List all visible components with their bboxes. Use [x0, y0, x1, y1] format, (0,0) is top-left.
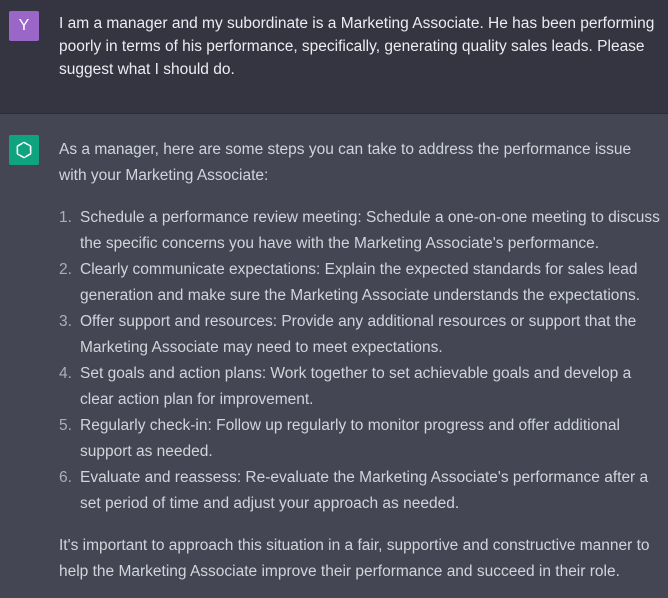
list-item-text: Clearly communicate expectations: Explain the expected standards for sales lead generation and make sure the Marketing Associate understands the expectations.: [80, 261, 641, 304]
list-number: 1.: [59, 209, 72, 226]
list-number: 3.: [59, 313, 72, 330]
user-avatar: Y: [9, 11, 39, 41]
steps-list: [59, 205, 661, 517]
list-item: [59, 309, 661, 361]
list-number: 4.: [59, 365, 72, 382]
user-message-text: I am a manager and my subordinate is a Marketing Associate. He has been performing poorly in terms of his performance, specifically, generating quality sales leads. Please suggest what I should do.: [59, 15, 655, 78]
list-number: 2.: [59, 261, 72, 278]
list-number: 6.: [59, 469, 72, 486]
list-item: [59, 205, 661, 257]
list-item: [59, 465, 661, 517]
list-number: 5.: [59, 417, 72, 434]
list-item-text: Schedule a performance review meeting: Schedule a one-on-one meeting to discuss the specific concerns you have with the Marketing Associate's performance.: [80, 209, 660, 252]
assistant-outro: It's important to approach this situation in a fair, supportive and constructive manner to help the Marketing Associate improve their performance and succeed in their role.: [59, 537, 650, 580]
list-item-text: Set goals and action plans: Work together to set achievable goals and develop a clear action plan for improvement.: [80, 365, 632, 408]
list-item-text: Offer support and resources: Provide any additional resources or support that the Marketing Associate may need to meet expectations.: [80, 313, 637, 356]
openai-logo-icon: [9, 135, 39, 165]
user-message: [0, 0, 668, 114]
list-item-text: Regularly check-in: Follow up regularly to monitor progress and offer additional support as needed.: [80, 417, 620, 460]
assistant-message: [0, 114, 668, 598]
list-item: [59, 257, 661, 309]
list-item-text: Evaluate and reassess: Re-evaluate the Marketing Associate's performance after a set period of time and adjust your approach as needed.: [80, 469, 649, 512]
assistant-intro: As a manager, here are some steps you can take to address the performance issue with your Marketing Associate:: [59, 141, 632, 184]
list-item: [59, 361, 661, 413]
list-item: [59, 413, 661, 465]
assistant-message-content: [59, 137, 661, 585]
